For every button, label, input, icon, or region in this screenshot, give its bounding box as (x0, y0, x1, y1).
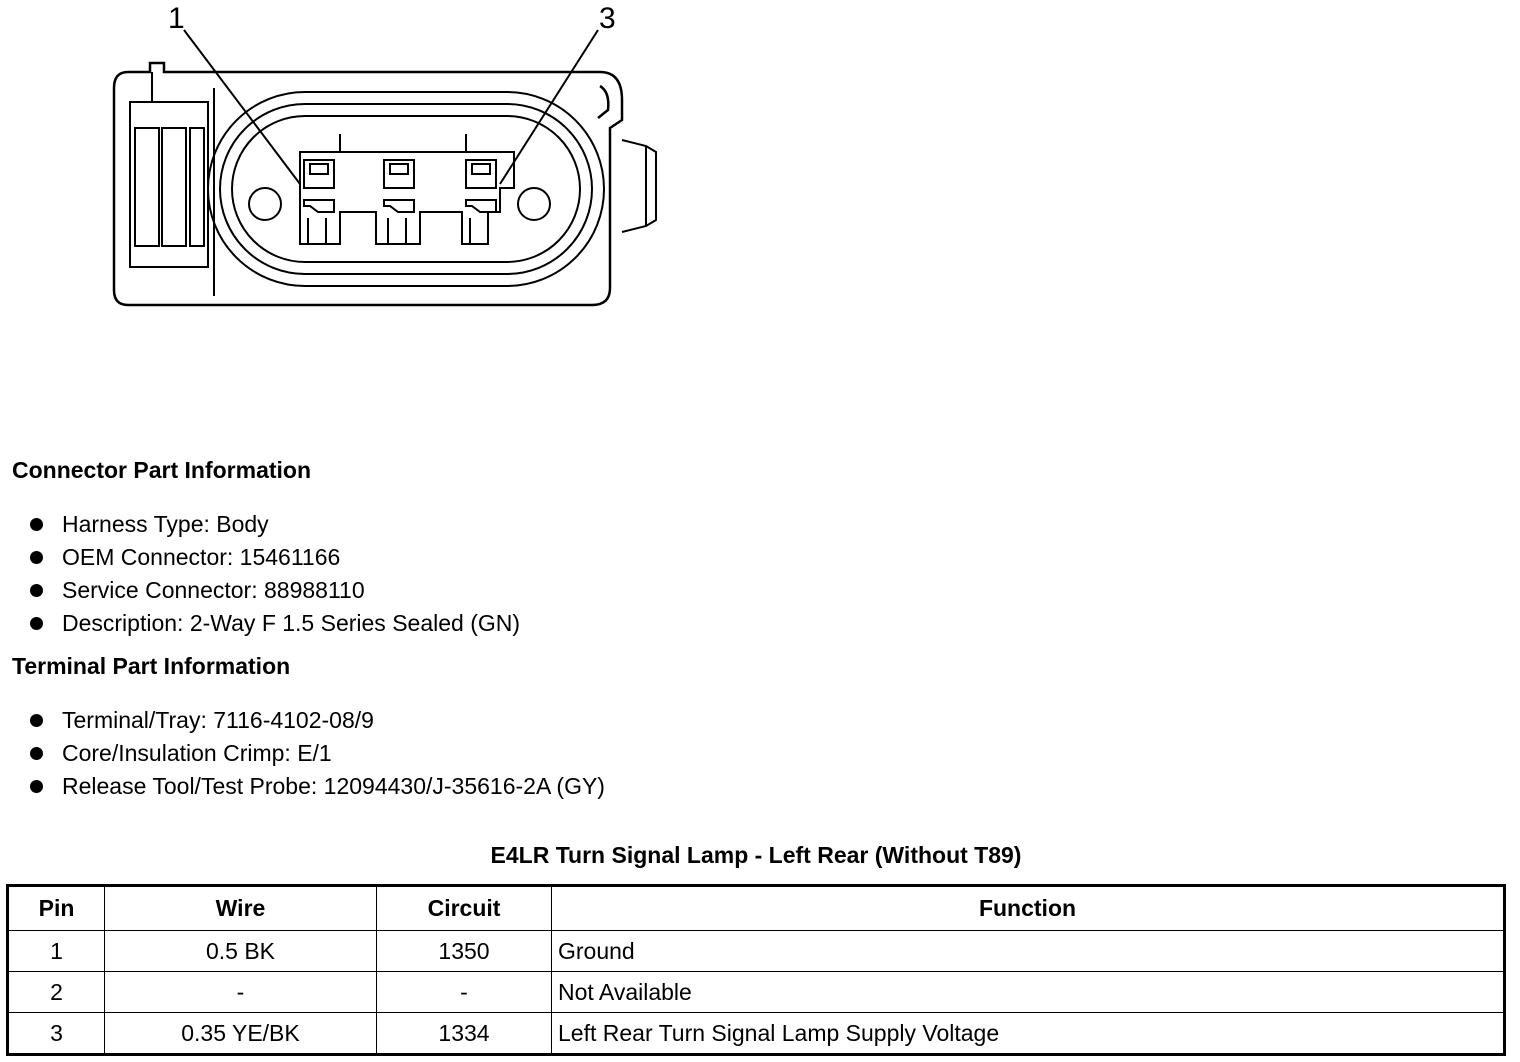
connector-face-diagram (0, 0, 700, 320)
cell-wire: 0.5 BK (105, 931, 377, 972)
locating-hole-right (518, 188, 550, 220)
terminal-cavity-2 (384, 160, 414, 244)
terminal-cavity-3 (466, 160, 496, 244)
list-item: Description: 2-Way F 1.5 Series Sealed (GN) (30, 607, 520, 640)
table-row (8, 972, 1505, 1013)
list-item: OEM Connector: 15461166 (30, 541, 520, 574)
right-tab (622, 140, 656, 232)
column-header-function: Function (552, 886, 1505, 931)
pin-table (6, 884, 1506, 1056)
list-item: Service Connector: 88988110 (30, 574, 520, 607)
column-header-circuit: Circuit (377, 886, 552, 931)
column-header-pin: Pin (8, 886, 105, 931)
callout-leader-3 (500, 30, 598, 184)
connector-info-title: Connector Part Information (12, 457, 312, 483)
cell-function: Left Rear Turn Signal Lamp Supply Voltage (552, 1013, 1505, 1055)
list-item: Core/Insulation Crimp: E/1 (30, 737, 605, 770)
cell-wire: 0.35 YE/BK (105, 1013, 377, 1055)
terminal-info-list (30, 704, 605, 803)
column-header-wire: Wire (105, 886, 377, 931)
list-item: Release Tool/Test Probe: 12094430/J-35616-2A (GY) (30, 770, 605, 803)
pin-table-title: E4LR Turn Signal Lamp - Left Rear (Without T89) (490, 842, 1022, 868)
terminal-info-title: Terminal Part Information (12, 653, 291, 679)
connector-info-list (30, 508, 520, 640)
table-row (8, 1013, 1505, 1055)
cell-circuit: 1334 (377, 1013, 552, 1055)
table-header-row (8, 886, 1505, 931)
callout-label-1: 1 (168, 2, 185, 35)
terminal-cavity-1 (304, 160, 334, 244)
list-item: Harness Type: Body (30, 508, 520, 541)
list-item: Terminal/Tray: 7116-4102-08/9 (30, 704, 605, 737)
latch-block (130, 102, 208, 267)
cell-pin: 1 (8, 931, 105, 972)
cell-wire: - (105, 972, 377, 1013)
cell-circuit: 1350 (377, 931, 552, 972)
callout-label-3: 3 (599, 2, 616, 35)
locating-hole-left (249, 188, 281, 220)
cell-function: Not Available (552, 972, 1505, 1013)
table-row (8, 931, 1505, 972)
cell-pin: 2 (8, 972, 105, 1013)
cell-circuit: - (377, 972, 552, 1013)
cell-pin: 3 (8, 1013, 105, 1055)
cell-function: Ground (552, 931, 1505, 972)
